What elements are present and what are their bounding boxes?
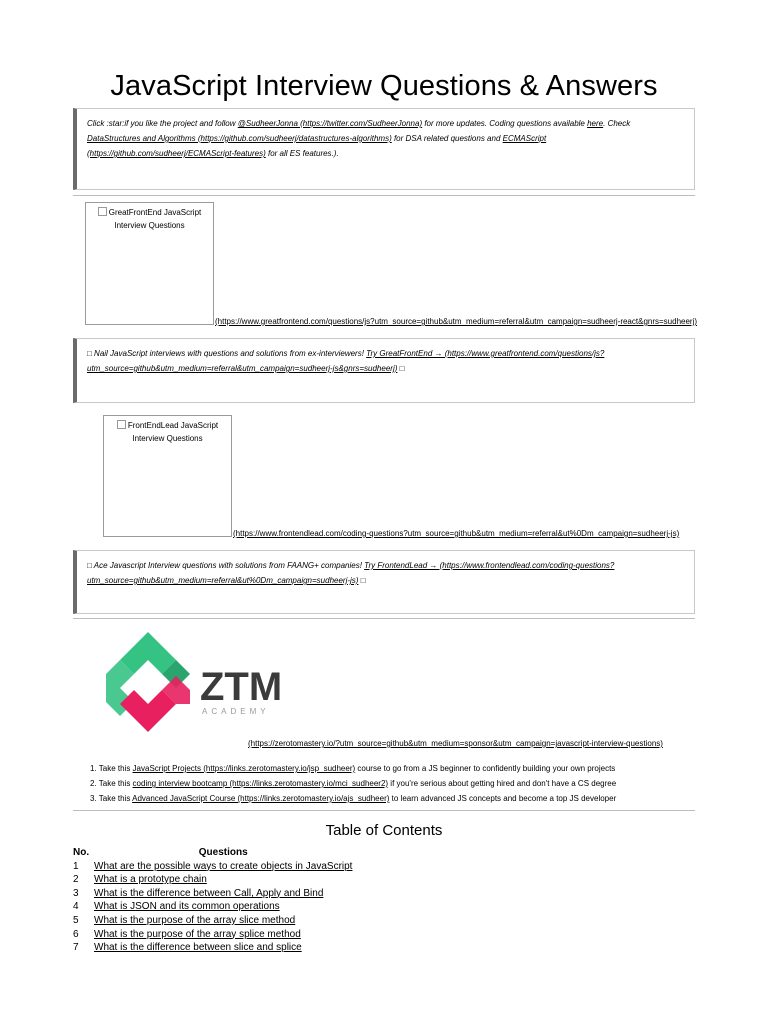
divider: [73, 810, 695, 811]
table-row: 7 What is the difference between slice and splice: [73, 942, 302, 954]
dsa-link[interactable]: DataStructures and Algorithms (https://github.com/sudheerj/datastructures-algorithms): [87, 134, 392, 143]
greatfrontend-banner-image[interactable]: GreatFrontEnd JavaScript Interview Questions: [85, 202, 214, 325]
toc-question-link[interactable]: What is JSON and its common operations: [94, 901, 280, 913]
frontendlead-link[interactable]: (https://www.frontendlead.com/coding-questions?utm_source=github&utm_medium=referral&ut%0Dm_campaign=sudheerj-js): [233, 529, 680, 538]
table-row: 5 What is the purpose of the array slice method: [73, 914, 296, 926]
toc-question-link[interactable]: What is the difference between Call, Apply and Bind: [94, 887, 324, 899]
toc-table: [73, 846, 352, 955]
twitter-link[interactable]: @SudheerJonna (https://twitter.com/SudheerJonna): [237, 119, 423, 128]
toc-title: Table of Contents: [325, 822, 443, 839]
list-item: 3. Take this Advanced JavaScript Course (https://links.zerotomastery.io/ajs_sudheer) to learn advanced JS concepts and become a top JS developer: [90, 794, 617, 803]
greatfrontend-note: □ Nail JavaScript interviews with questions and solutions from ex-interviewers! Try GreatFrontEnd → (https://www.greatfrontend.com/questions/js?utm_source=github&utm_medium=referral&utm_campaign=sudheerj-js&gnrs=sudheerj) □: [73, 338, 695, 403]
frontendlead-banner-image[interactable]: FrontEndLead JavaScript Interview Questions: [103, 415, 232, 537]
try-greatfrontend-link[interactable]: Try GreatFrontEnd → (https://www.greatfrontend.com/questions/js?utm_source=github&utm_medium=referral&utm_campaign=sudheerj-js&gnrs=sudheerj): [87, 349, 605, 373]
coding-questions-link[interactable]: here: [587, 119, 604, 128]
list-item: 1. Take this JavaScript Projects (https://links.zerotomastery.io/jsp_sudheer) course to go from a JS beginner to confidently building your own projects: [90, 764, 616, 773]
table-row: 3 What is the difference between Call, Apply and Bind: [73, 887, 324, 899]
ztm-logo-subtext: ACADEMY: [202, 707, 270, 716]
divider: [73, 618, 695, 619]
toc-col-no: No.: [73, 847, 90, 858]
jsp-course-link[interactable]: JavaScript Projects (https://links.zerotomastery.io/jsp_sudheer): [132, 764, 356, 773]
ztm-logo-text: ZTM: [200, 665, 283, 709]
list-item: 2. Take this coding interview bootcamp (https://links.zerotomastery.io/mci_sudheer2) if you're serious about getting hired and don't have a CS degree: [90, 779, 617, 788]
broken-image-icon: [117, 420, 126, 429]
try-frontendlead-link[interactable]: Try FrontendLead → (https://www.frontendlead.com/coding-questions?utm_source=github&utm_medium=referral&ut%0Dm_campaign=sudheerj-js): [87, 561, 615, 585]
greatfrontend-link[interactable]: (https://www.greatfrontend.com/questions/js?utm_source=github&utm_medium=referral&utm_campaign=sudheerj-react&gnrs=sudheerj): [215, 317, 698, 326]
ztm-academy-logo[interactable]: [112, 628, 283, 738]
ztm-logo-graphic: [112, 628, 283, 738]
toc-question-link[interactable]: What are the possible ways to create objects in JavaScript: [94, 860, 353, 872]
toc-question-link[interactable]: What is a prototype chain: [94, 874, 207, 886]
page-title: JavaScript Interview Questions & Answers: [110, 70, 658, 102]
frontendlead-note: □ Ace Javascript Interview questions with solutions from FAANG+ companies! Try FrontendLead → (https://www.frontendlead.com/coding-questions?utm_source=github&utm_medium=referral&ut%0Dm_campaign=sudheerj-js) □: [73, 550, 695, 614]
table-row: 1 What are the possible ways to create objects in JavaScript: [73, 860, 353, 872]
table-header-row: [73, 846, 352, 860]
broken-image-icon: [98, 207, 107, 216]
divider: [73, 195, 695, 196]
toc-col-questions: Questions: [198, 847, 248, 858]
bootcamp-course-link[interactable]: coding interview bootcamp (https://links.zerotomastery.io/mci_sudheer2): [132, 779, 389, 788]
toc-question-link[interactable]: What is the purpose of the array splice method: [94, 928, 301, 940]
ecmascript-link[interactable]: ECMAScript (https://github.com/sudheerj/ECMAScript-features): [87, 134, 547, 158]
toc-question-link[interactable]: What is the difference between slice and splice: [94, 942, 302, 954]
table-row: 4 What is JSON and its common operations: [73, 901, 280, 913]
intro-blockquote: Click :star:if you like the project and follow @SudheerJonna (https://twitter.com/SudheerJonna) for more updates. Coding questions available here. Check DataStructures and Algorithms (https://github.com/sudheerj/datastructures-algorithms) for DSA related questions and ECMAScript (https://github.com/sudheerj/ECMAScript-features) for all ES features.).: [73, 108, 695, 190]
table-row: 2 What is a prototype chain: [73, 874, 207, 886]
ztm-course-list: [90, 761, 616, 806]
advanced-js-course-link[interactable]: Advanced JavaScript Course (https://links.zerotomastery.io/ajs_sudheer): [132, 794, 390, 803]
table-row: 6 What is the purpose of the array splice method: [73, 928, 301, 940]
ztm-link[interactable]: (https://zerotomastery.io/?utm_source=github&utm_medium=sponsor&utm_campaign=javascript-interview-questions): [248, 739, 663, 748]
toc-question-link[interactable]: What is the purpose of the array slice method: [94, 914, 296, 926]
